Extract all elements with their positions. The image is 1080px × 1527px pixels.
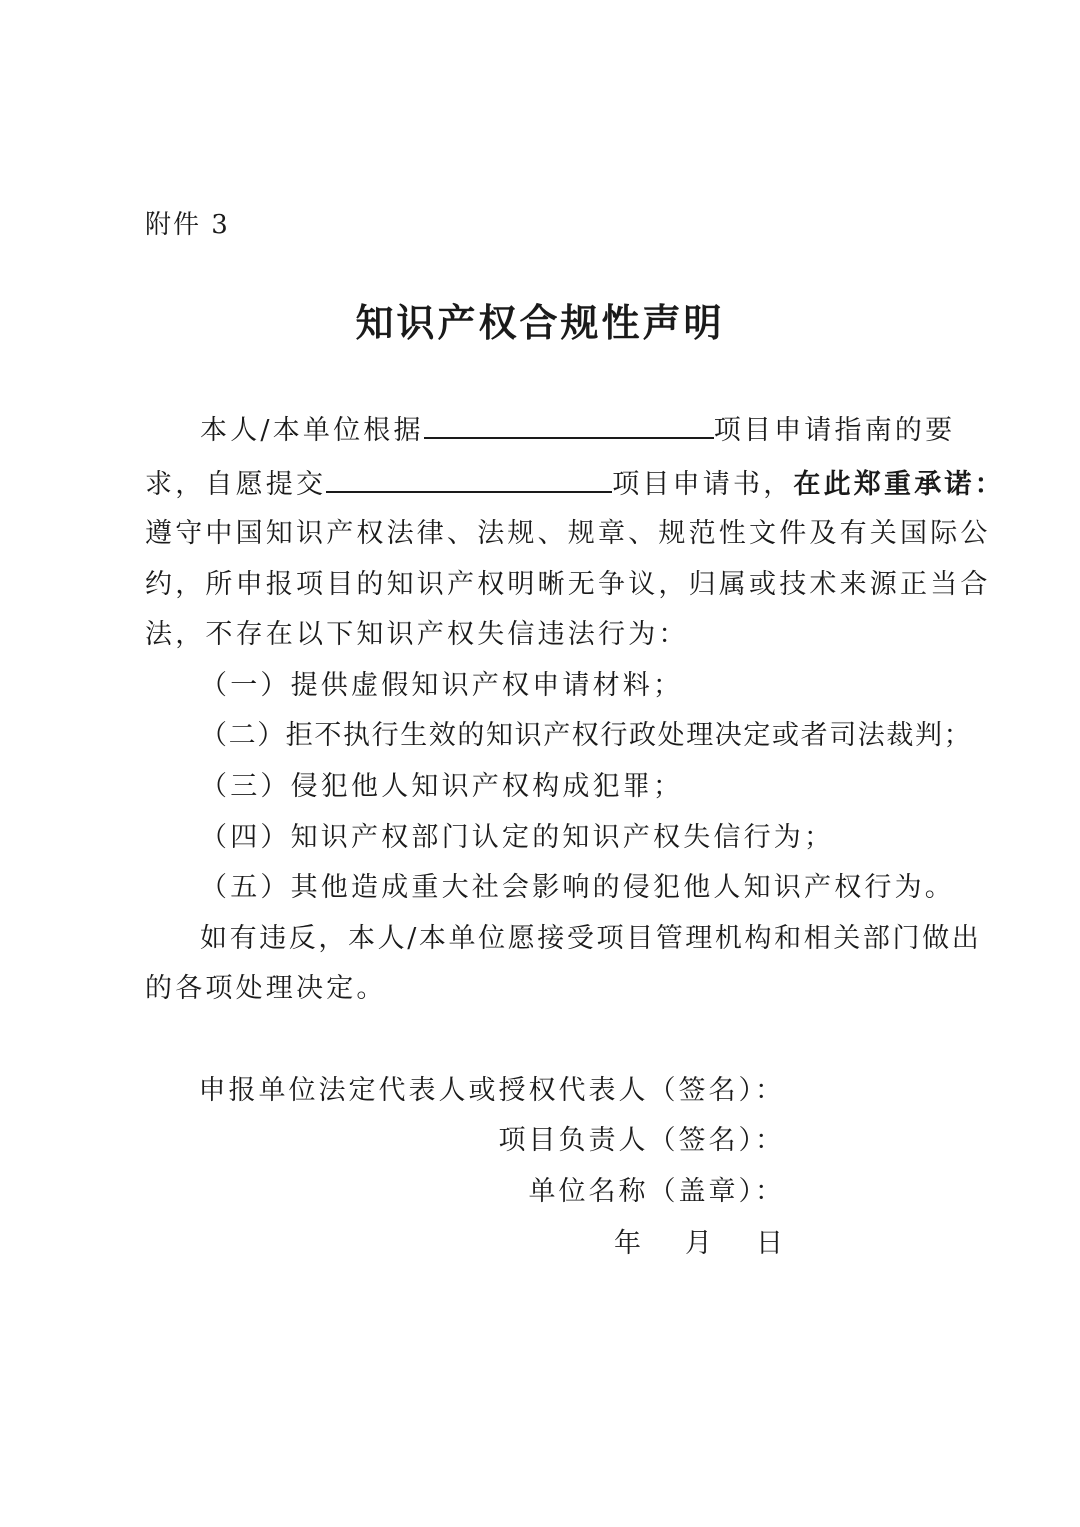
date-month: 月 [685,1228,712,1259]
legal-rep-signature: 申报单位法定代表人或授权代表人（签名）： [198,1075,785,1106]
para1-line1 [200,408,955,447]
project-lead-signature: 项目负责人（签名）： [498,1125,785,1156]
project-guide-blank [424,411,714,439]
para1-line1-prefix: 本人/本单位根据 [200,415,424,446]
list-item: （二）拒不执行生效的知识产权行政处理决定或者司法裁判； [200,720,973,751]
list-item: （一）提供虚假知识产权申请材料； [200,670,684,701]
date-day: 日 [756,1228,783,1259]
date-year: 年 [614,1228,641,1259]
para1-line2-middle: 项目申请书， [612,469,794,500]
list-item: （三）侵犯他人知识产权构成犯罪； [200,771,684,802]
date-line [614,1221,783,1260]
para2-line2: 的各项处理决定。 [145,973,387,1004]
unit-name-seal: 单位名称（盖章）： [528,1176,785,1207]
para1-line2 [145,462,1005,501]
para1-line1-suffix: 项目申请指南的要 [713,415,956,446]
para2-line1: 如有违反，本人/本单位愿接受项目管理机构和相关部门做出 [200,923,982,954]
para1-line3: 遵守中国知识产权法律、法规、规章、规范性文件及有关国际公 [145,518,991,549]
list-item: （四）知识产权部门认定的知识产权失信行为； [200,822,835,853]
application-blank [326,465,612,493]
para1-line2-prefix: 求，自愿提交 [145,469,327,500]
list-item: （五）其他造成重大社会影响的侵犯他人知识产权行为。 [200,872,955,903]
para1-line4: 约，所申报项目的知识产权明晰无争议，归属或技术来源正当合 [145,569,991,600]
para1-line5: 法，不存在以下知识产权失信违法行为： [145,619,689,650]
solemn-promise: 在此郑重承诺： [793,469,1005,500]
attachment-label: 附件 3 [145,210,230,240]
document-title: 知识产权合规性声明 [355,301,725,345]
